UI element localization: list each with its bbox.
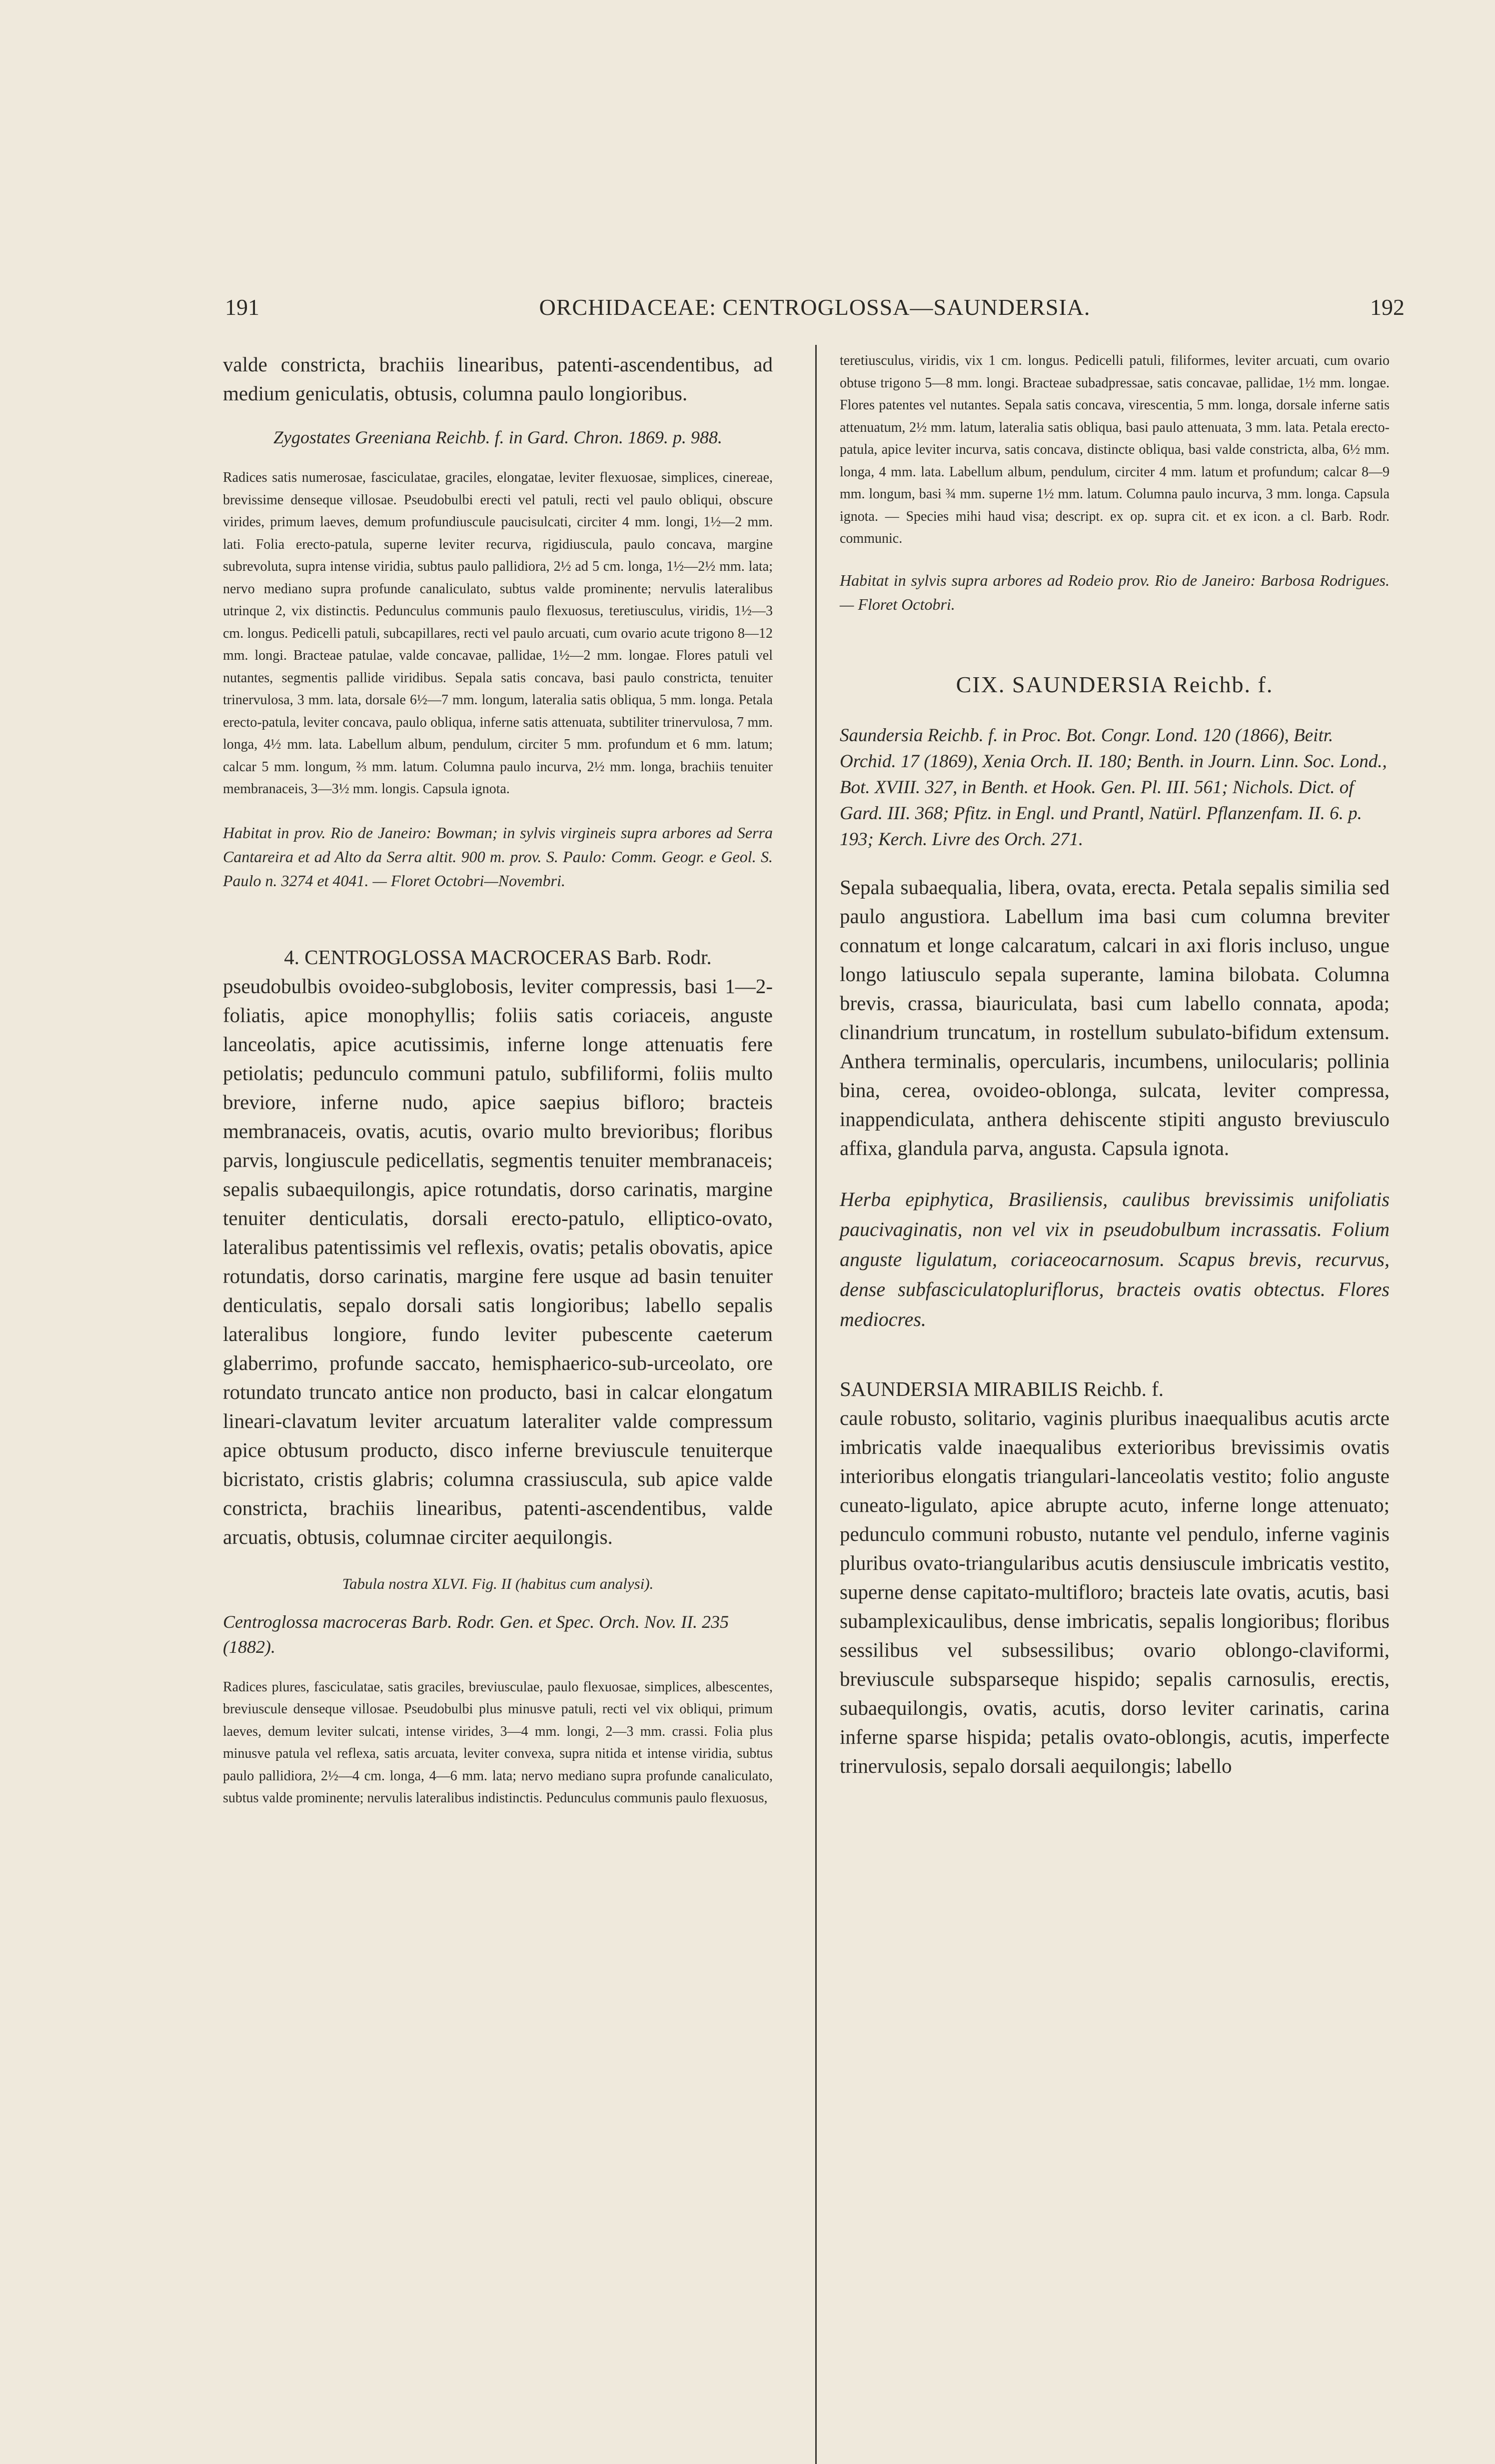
species-description-2: Radices plures, fasciculatae, satis graciles, breviusculae, paulo flexuosae, simplices, albescentes, breviuscule denseque villosae. Pseudobulbi plus minusve patuli, recti vel vix obliqui, primum laeves, demum leviter sulcati, intense virides, 3—4 mm. longi, 2—3 mm. crassi. Folia plus minusve patula vel reflexa, satis arcuata, leviter convexa, supra nitida et intense viridia, subtus paulo pallidiora, 2½—4 cm. longa, 4—6 mm. lata; nervo mediano supra profunde canaliculato, subtus valde prominente; nervulis lateralibus indistinctis. Pedunculus communis paulo flexuosus, [223,1679,773,1806]
page-header [220,294,1410,324]
description-continued: teretiusculus, viridis, vix 1 cm. longus. Pedicelli patuli, filiformes, leviter arcuati, cum ovario obtuse trigono 5—8 mm. longi. Bracteae subadpressae, satis concavae, pallidae, 1½ mm. longae. Flores patentes vel nutantes. Sepala satis concava, virescentia, 5 mm. longa, dorsale inferne satis attenuatum, 2½ mm. latum, lateralia satis obliqua, basi paulo attenuata, 3 mm. lata. Petala erecto-patula, apice leviter incurva, satis concava, distincte obliqua, basi valde constricta, alba, 6½ mm. longa, 4 mm. lata. Labellum album, pendulum, circiter 4 mm. latum et profundum; calcar 8—9 mm. longum, basi ¾ mm. superne 1½ mm. latum. Columna paulo incurva, 3 mm. longa. Capsula ignota. — Species mihi haud visa; descript. ex op. supra cit. et ex icon. a cl. Barb. Rodr. communic. [840,353,1390,546]
species-diagnosis-2: caule robusto, solitario, vaginis pluribus inaequalibus acutis arcte imbricatis valde inaequalibus exterioribus brevissimis ovatis interioribus elongatis triangulari-lanceolatis vestito; folio anguste cuneato-ligulato, apice abrupte acuto, inferne longe attenuato; pedunculo communi robusto, nutante vel pendulo, inferne vaginis pluribus ovato-triangularibus acutis densiuscule imbricatis vestito, superne dense capitato-multifloro; bracteis late ovatis, acutis, basi subamplexicaulibus, dense imbricatis, sepalis longioribus; floribus sessilibus vel subsessilibus; ovario oblongo-claviformi, breviuscule subsparseque hispido; sepalis carnosulis, erectis, subaequilongis, ovatis, acutis, dorso leviter carinatis, carina inferne sparse hispida; petalis ovato-oblongis, acutis, imperfecte trinervulosis, sepalo dorsali aequilongis; labello [840,1406,1390,1777]
species-heading: 4. CENTROGLOSSA MACROCERAS Barb. Rodr. [284,945,712,969]
habitat-note: Habitat in prov. Rio de Janeiro: Bowman; in sylvis virgineis supra arbores ad Serra Cantareira et ad Alto da Serra altit. 900 m. prov. S. Paulo: Comm. Geogr. e Geol. S. Paulo n. 3274 et 4041. — Floret Octobri—Novembri. [223,823,773,890]
left-column [223,350,773,1810]
habitat-note-2: Habitat in sylvis supra arbores ad Rodeio prov. Rio de Janeiro: Barbosa Rodrigues. — Floret Octobri. [840,571,1390,613]
habit-description: Herba epiphytica, Brasiliensis, caulibus brevissimis unifoliatis paucivaginatis, non vel vix in pseudobulbum incrassatis. Folium anguste ligulatum, coriaceocarnosum. Scapus brevis, recurvus, dense subfasciculatopluriflorus, bracteis ovatis obtectus. Flores mediocres. [840,1188,1390,1330]
continued-paragraph: valde constricta, brachiis linearibus, patenti-ascendentibus, ad medium geniculatis, obtusis, columna paulo longioribus. [223,353,773,405]
species-diagnosis: pseudobulbis ovoideo-subglobosis, leviter compressis, basi 1—2-foliatis, apice monophyllis; foliis satis coriaceis, anguste lanceolatis, apice acutissimis, inferne longe attenuatis fere petiolatis; pedunculo communi patulo, subfiliformi, foliis multo breviore, inferne nudo, apice saepius bifloro; bracteis membranaceis, ovatis, acutis, ovario multo brevioribus; floribus parvis, longiuscule pedicellatis, segmentis tenuiter membranaceis; sepalis subaequilongis, apice rotundatis, dorso carinatis, margine tenuiter denticulatis, dorsali erecto-patulo, elliptico-ovato, lateralibus patentissimis vel reflexis, ovatis; petalis obovatis, apice rotundatis, dorso carinatis, margine fere usque ad basin tenuiter denticulatis, sepalo dorsali satis longioribus; labello sepalis lateralibus longiore, fundo leviter pubescente caeterum glaberrimo, profunde saccato, hemisphaerico-sub-urceolato, ore rotundato truncato antice non producto, basi in calcar elongatum lineari-clavatum leviter arcuatum lateraliter valde compressum apice obtusum producto, disco inferne breviuscule tenuiterque bicristato, cristis glabris; columna crassiuscula, sub apice valde constricta, brachiis linearibus, patenti-ascendentibus, valde arcuatis, obtusis, columnae circiter aequilongis. [223,974,773,1548]
genus-references: Saundersia Reichb. f. in Proc. Bot. Congr. Lond. 120 (1866), Beitr. Orchid. 17 (1869), Xenia Orch. II. 180; Benth. in Journ. Linn. Soc. Lond., Bot. XVIII. 327, in Benth. et Hook. Gen. Pl. III. 561; Nichols. Dict. of Gard. III. 368; Pfitz. in Engl. und Prantl, Natürl. Pflanzenfam. II. 6. p. 193; Kerch. Livre des Orch. 271. [840,725,1387,850]
genus-description: Sepala subaequalia, libera, ovata, erecta. Petala sepalis similia sed paulo angustiora. Labellum ima basi cum columna breviter connatum et longe calcaratum, calcari in axi floris incluso, ungue longo latiusculo sepala superante, lamina bilobata. Columna brevis, crassa, biauriculata, basi cum labello connata, apoda; clinandrium truncatum, in rostellum subulato-bifidum extensum. Anthera terminalis, opercularis, incumbens, unilocularis; pollinia bina, cerea, ovoideo-oblonga, sulcata, leviter compressa, inappendiculata, anthera dehiscente stipiti angusto breviusculo affixa, glandula parva, angusta. Capsula ignota. [840,875,1390,1160]
running-title: ORCHIDACEAE: CENTROGLOSSA—SAUNDERSIA. [539,294,1091,320]
species-heading-2: SAUNDERSIA MIRABILIS Reichb. f. [840,1377,1164,1400]
genus-heading: CIX. SAUNDERSIA Reichb. f. [956,671,1274,697]
synonym-citation: Zygostates Greeniana Reichb. f. in Gard. Chron. 1869. p. 988. [273,427,722,447]
plate-reference: Tabula nostra XLVI. Fig. II (habitus cum analysi). [342,1574,654,1592]
literature-citation: Centroglossa macroceras Barb. Rodr. Gen. et Spec. Orch. Nov. II. 235 (1882). [223,1611,729,1657]
page-number-right: 192 [1370,294,1405,320]
column-divider [815,345,817,2464]
right-column [840,350,1390,1780]
page-number-left: 191 [225,294,259,320]
species-description: Radices satis numerosae, fasciculatae, graciles, elongatae, leviter flexuosae, simplices, cinereae, brevissime denseque villosae. Pseudobulbi erecti vel patuli, recti vel paulo obliqui, obscure virides, primum laeves, demum profundiuscule paucisulcati, circiter 4 mm. longi, 1½—2 mm. lati. Folia erecto-patula, superne leviter recurva, rigidiuscula, paulo concava, margine subrevoluta, supra intense viridia, subtus paulo pallidiora, 2½ ad 5 cm. longa, 1½—2½ mm. lata; nervo mediano supra profunde canaliculato, subtus valde prominente; nervulis lateralibus utrinque 2, vix distinctis. Pedunculus communis paulo flexuosus, teretiusculus, viridis, 1½—3 cm. longus. Pedicelli patuli, subcapillares, recti vel paulo arcuati, cum ovario acute trigono 8—12 mm. longi. Bracteae patulae, valde concavae, pallidae, 1½—2 mm. longae. Flores patuli vel nutantes, segmentis pallide viridibus. Sepala satis concava, basi paulo constricta, tenuiter trinervulosa, 3 mm. lata, dorsale 6½—7 mm. longum, lateralia satis obliqua, 5 mm. longa. Petala erecto-patula, leviter concava, paulo obliqua, inferne satis attenuata, subtiliter trinervulosa, 7 mm. longa, 4½ mm. lata. Labellum album, pendulum, circiter 5 mm. profundum et 6 mm. latum; calcar 5 mm. longum, ⅔ mm. latum. Columna paulo incurva, 2½ mm. longa, brachiis tenuiter membranaceis, 3—3½ mm. longis. Capsula ignota. [223,470,773,797]
